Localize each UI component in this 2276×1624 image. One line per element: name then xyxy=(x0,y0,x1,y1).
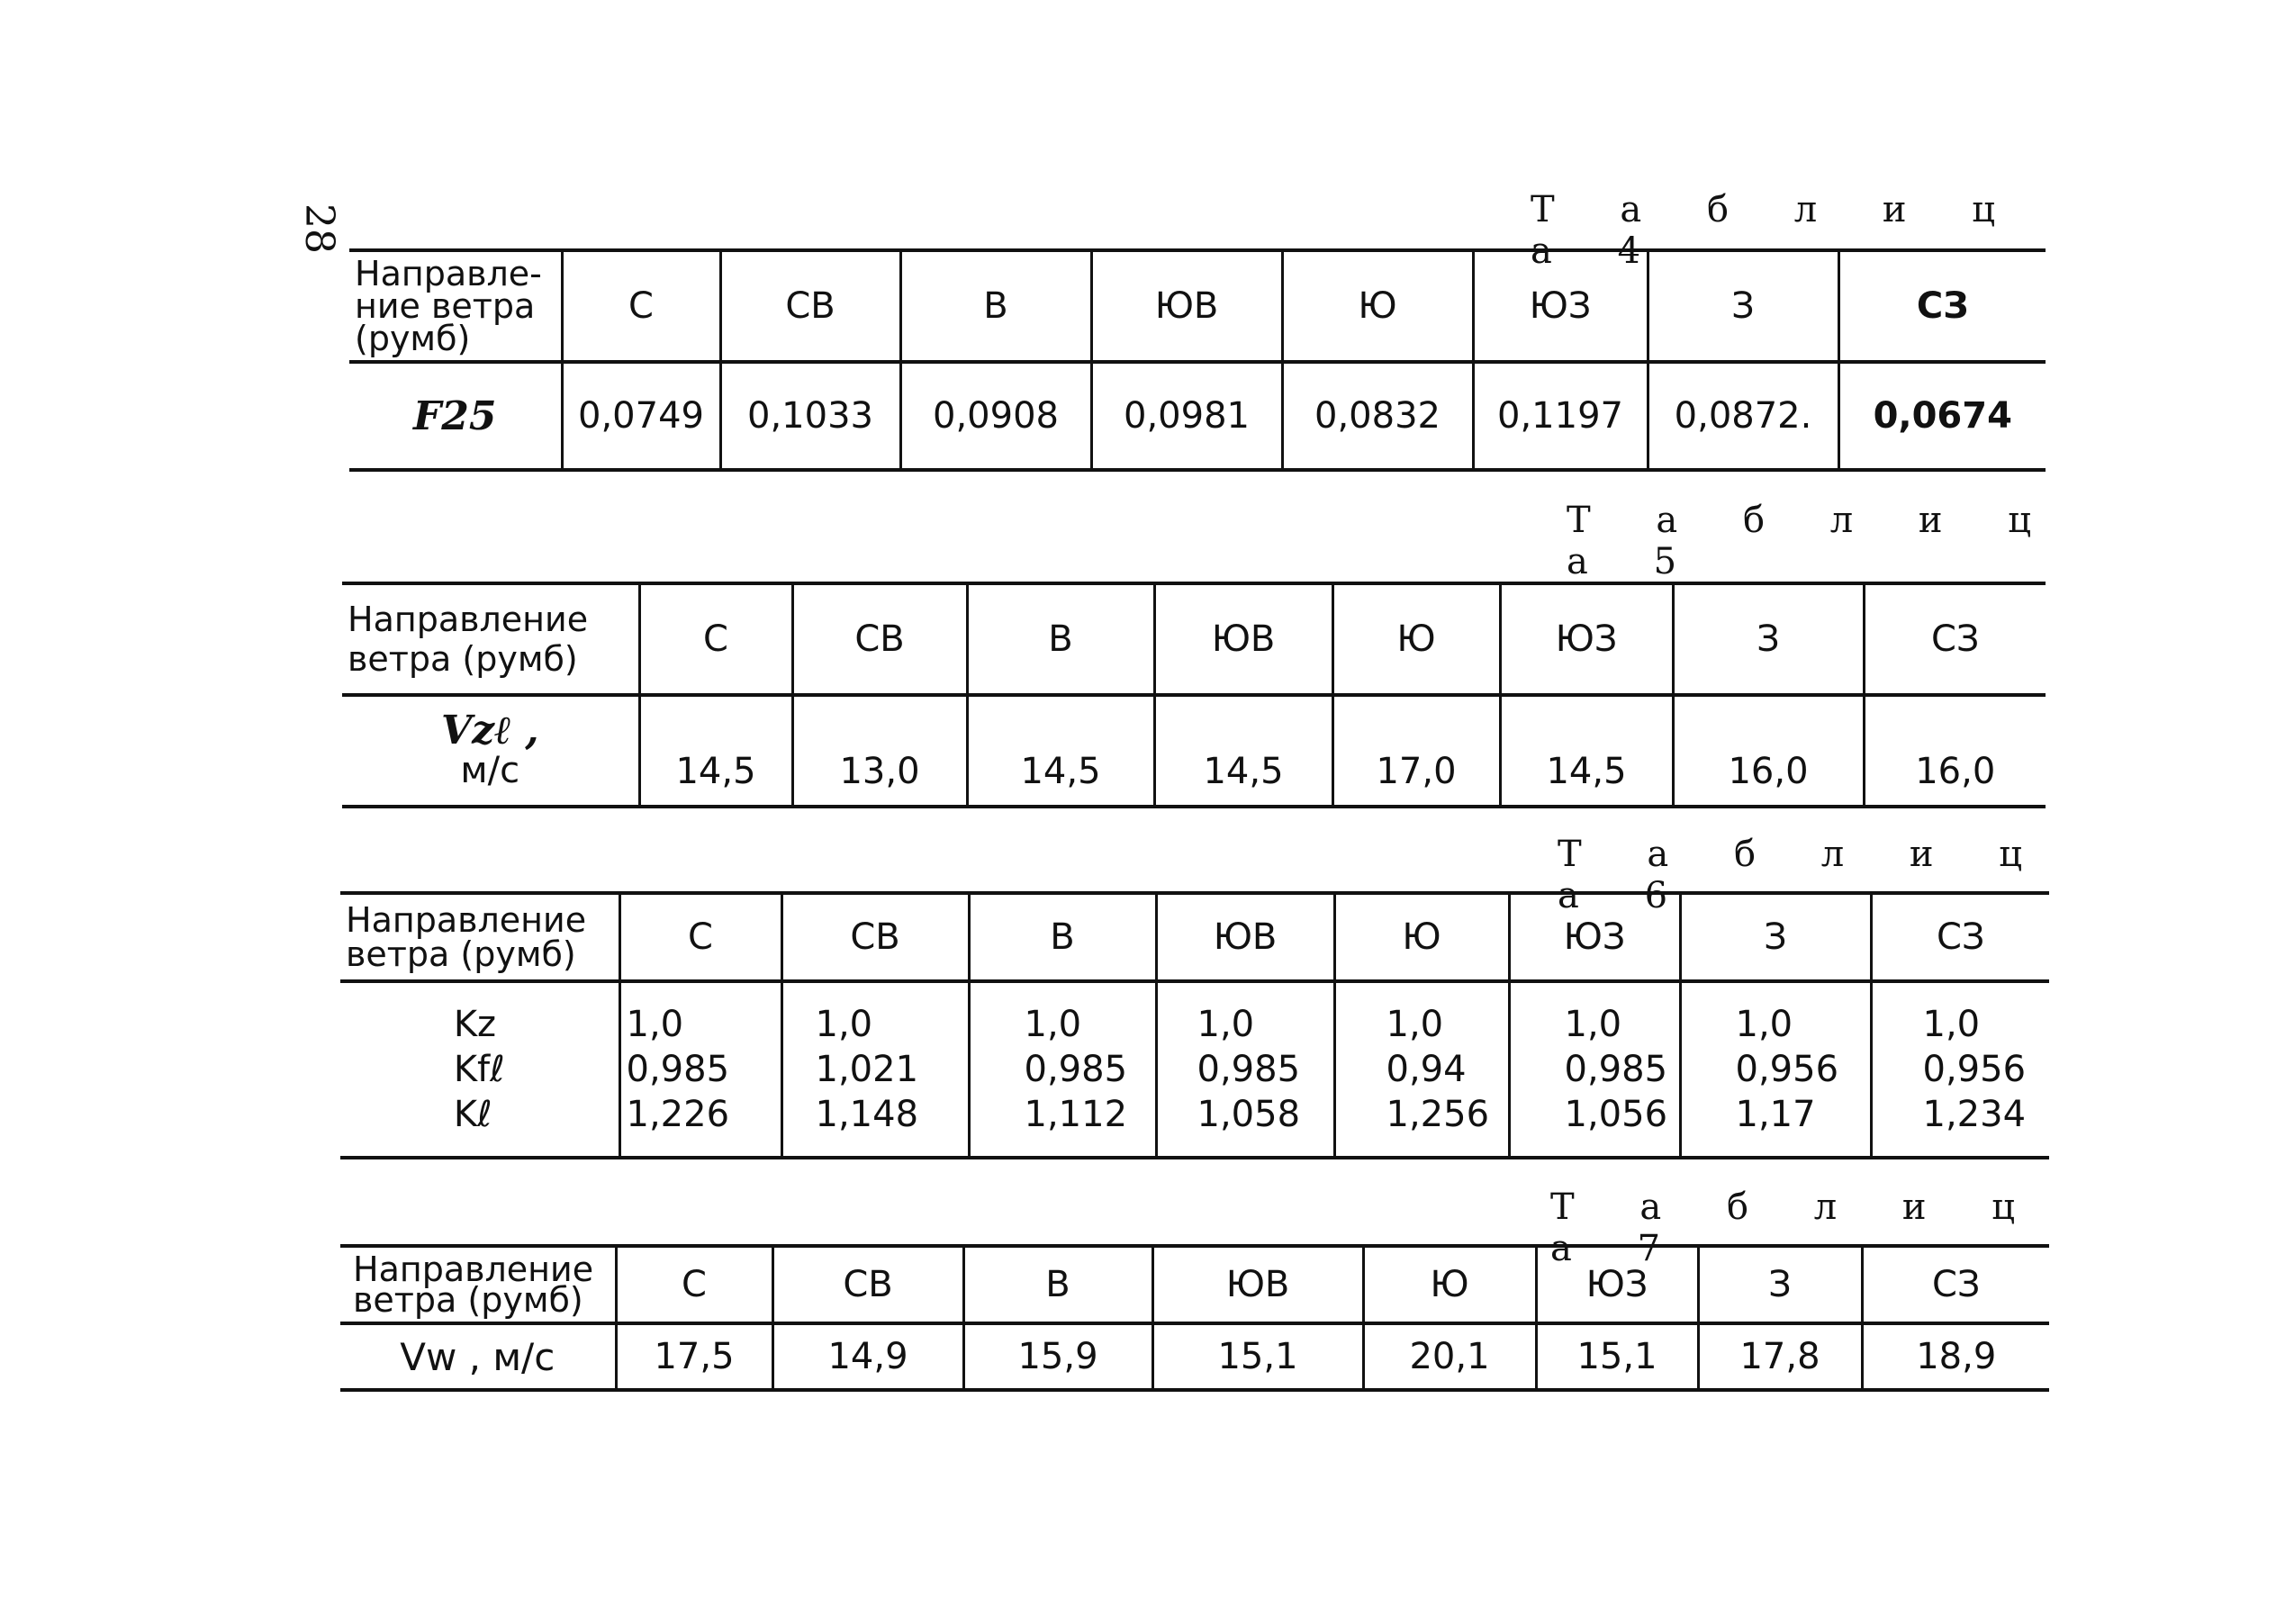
table5-value: 14,5 xyxy=(1154,695,1332,807)
table4-dir-cb: СВ xyxy=(720,250,900,362)
table4-dir-b: В xyxy=(900,250,1091,362)
table4-dir-cz: СЗ xyxy=(1838,250,2046,362)
table5-row-symbol: Vzℓ , xyxy=(440,708,539,753)
table6-value: 1,058 xyxy=(1197,1094,1301,1135)
table7-value: 17,8 xyxy=(1698,1323,1862,1390)
table5-dir-yub: ЮВ xyxy=(1154,583,1332,695)
table6-value: 1,0 xyxy=(626,1004,684,1045)
table6-value: 1,0 xyxy=(1735,1004,1793,1045)
table6-value: 0,94 xyxy=(1386,1049,1467,1090)
table4-header-label: Направле-ние ветра (румб) xyxy=(349,250,562,362)
table6-value: 0,956 xyxy=(1735,1049,1839,1090)
table5-dir-yu: Ю xyxy=(1332,583,1500,695)
table7-dir-cb: СВ xyxy=(772,1246,963,1323)
table5 xyxy=(342,582,2046,808)
table5-dir-z: З xyxy=(1673,583,1864,695)
table4-value: 0,0674 xyxy=(1838,362,2046,470)
table6-value: 1,0 xyxy=(1386,1004,1444,1045)
table6-dir-yub: ЮВ xyxy=(1156,893,1334,981)
table7-value: 18,9 xyxy=(1862,1323,2049,1390)
table6-row-labels xyxy=(340,981,619,1158)
table6-value: 1,112 xyxy=(1024,1094,1128,1135)
table6-caption: Т а б л и ц а 6 xyxy=(1558,834,2049,916)
table6-column-values xyxy=(781,981,969,1158)
table7-value: 15,1 xyxy=(1536,1323,1698,1390)
table5-caption: Т а б л и ц а 5 xyxy=(1567,500,2058,582)
table6-value: 0,985 xyxy=(1564,1049,1668,1090)
table6-value: 1,021 xyxy=(815,1049,919,1090)
table5-dir-c: С xyxy=(639,583,792,695)
table7-value: 17,5 xyxy=(616,1323,772,1390)
table6-row-label-kfl: Kfℓ xyxy=(453,1049,505,1090)
table6-value: 0,985 xyxy=(626,1049,730,1090)
table5-header-label: Направление ветра (румб) xyxy=(342,583,639,695)
table6-dir-yuz: ЮЗ xyxy=(1509,893,1680,981)
table6-value: 0,985 xyxy=(1197,1049,1301,1090)
table6-value: 1,226 xyxy=(626,1094,730,1135)
table6-value: 1,0 xyxy=(1564,1004,1622,1045)
table4-value: 0,0908 xyxy=(900,362,1091,470)
table7-dir-yub: ЮВ xyxy=(1152,1246,1363,1323)
table4-caption: Т а б л и ц а 4 xyxy=(1531,189,2022,272)
table5-dir-cz: СЗ xyxy=(1864,583,2046,695)
table4-value: 0,1033 xyxy=(720,362,900,470)
table6-row-label-kz: Kz xyxy=(453,1004,497,1045)
table6-column-values xyxy=(619,981,781,1158)
table6-dir-z: З xyxy=(1680,893,1871,981)
table7-dir-yu: Ю xyxy=(1363,1246,1536,1323)
table4-dir-yuz: ЮЗ xyxy=(1473,250,1648,362)
table6-value: 1,0 xyxy=(1024,1004,1082,1045)
table5-value: 17,0 xyxy=(1332,695,1500,807)
table4-value: 0,0832 xyxy=(1282,362,1473,470)
table6-value: 1,148 xyxy=(815,1094,919,1135)
table6-dir-yu: Ю xyxy=(1334,893,1509,981)
table6-column-values xyxy=(1156,981,1334,1158)
table6-value: 0,985 xyxy=(1024,1049,1128,1090)
table4-value: 0,0981 xyxy=(1091,362,1282,470)
table6-value: 1,0 xyxy=(815,1004,873,1045)
table7-value: 20,1 xyxy=(1363,1323,1536,1390)
table5-value: 14,5 xyxy=(967,695,1154,807)
table7-value: 15,9 xyxy=(963,1323,1152,1390)
table5-dir-yuz: ЮЗ xyxy=(1500,583,1673,695)
table6-value: 0,956 xyxy=(1922,1049,2027,1090)
table4-value: 0,0749 xyxy=(562,362,720,470)
table6-column-values xyxy=(1509,981,1680,1158)
table6-column-values xyxy=(969,981,1156,1158)
table4-dir-c: С xyxy=(562,250,720,362)
table4-value: 0,0872. xyxy=(1648,362,1838,470)
table6-dir-b: В xyxy=(969,893,1156,981)
table4-value: 0,1197 xyxy=(1473,362,1648,470)
table6-value: 1,256 xyxy=(1386,1094,1490,1135)
page-number: 28 xyxy=(296,203,342,254)
table6-column-values xyxy=(1334,981,1509,1158)
table4-dir-yu: Ю xyxy=(1282,250,1473,362)
table6-value: 1,234 xyxy=(1922,1094,2027,1135)
table6-value: 1,17 xyxy=(1735,1094,1816,1135)
table6-dir-c: С xyxy=(619,893,781,981)
table4-dir-yub: ЮВ xyxy=(1091,250,1282,362)
table6-header-label: Направление ветра (румб) xyxy=(340,893,619,981)
table6-dir-cz: СЗ xyxy=(1871,893,2049,981)
table6 xyxy=(340,891,2049,1159)
table7-dir-b: В xyxy=(963,1246,1152,1323)
table7-value: 15,1 xyxy=(1152,1323,1363,1390)
table7-dir-c: С xyxy=(616,1246,772,1323)
table7-dir-cz: СЗ xyxy=(1862,1246,2049,1323)
table5-row-unit: м/с xyxy=(460,750,520,791)
table5-value: 13,0 xyxy=(792,695,967,807)
table7-dir-z: З xyxy=(1698,1246,1862,1323)
table7-dir-yuz: ЮЗ xyxy=(1536,1246,1698,1323)
table5-value: 14,5 xyxy=(639,695,792,807)
table7-caption: Т а б л и ц а 7 xyxy=(1550,1186,2042,1269)
table4-row-label: F25 xyxy=(349,362,562,470)
table6-row-label-kl: Kℓ xyxy=(453,1094,492,1135)
table5-dir-cb: СВ xyxy=(792,583,967,695)
table4-dir-z: З xyxy=(1648,250,1838,362)
table7-row-label: Vw , м/с xyxy=(340,1323,616,1390)
table5-value: 16,0 xyxy=(1673,695,1864,807)
table7 xyxy=(340,1244,2049,1392)
table6-value: 1,056 xyxy=(1564,1094,1668,1135)
table6-value: 1,0 xyxy=(1922,1004,1981,1045)
table5-row-label xyxy=(342,695,639,807)
table7-header-label: Направление ветра (румб) xyxy=(340,1246,616,1323)
table4 xyxy=(349,248,2046,472)
table5-dir-b: В xyxy=(967,583,1154,695)
table6-column-values xyxy=(1871,981,2049,1158)
table6-column-values xyxy=(1680,981,1871,1158)
table7-value: 14,9 xyxy=(772,1323,963,1390)
table5-value: 14,5 xyxy=(1500,695,1673,807)
table5-value: 16,0 xyxy=(1864,695,2046,807)
table6-value: 1,0 xyxy=(1197,1004,1255,1045)
table6-dir-cb: СВ xyxy=(781,893,969,981)
